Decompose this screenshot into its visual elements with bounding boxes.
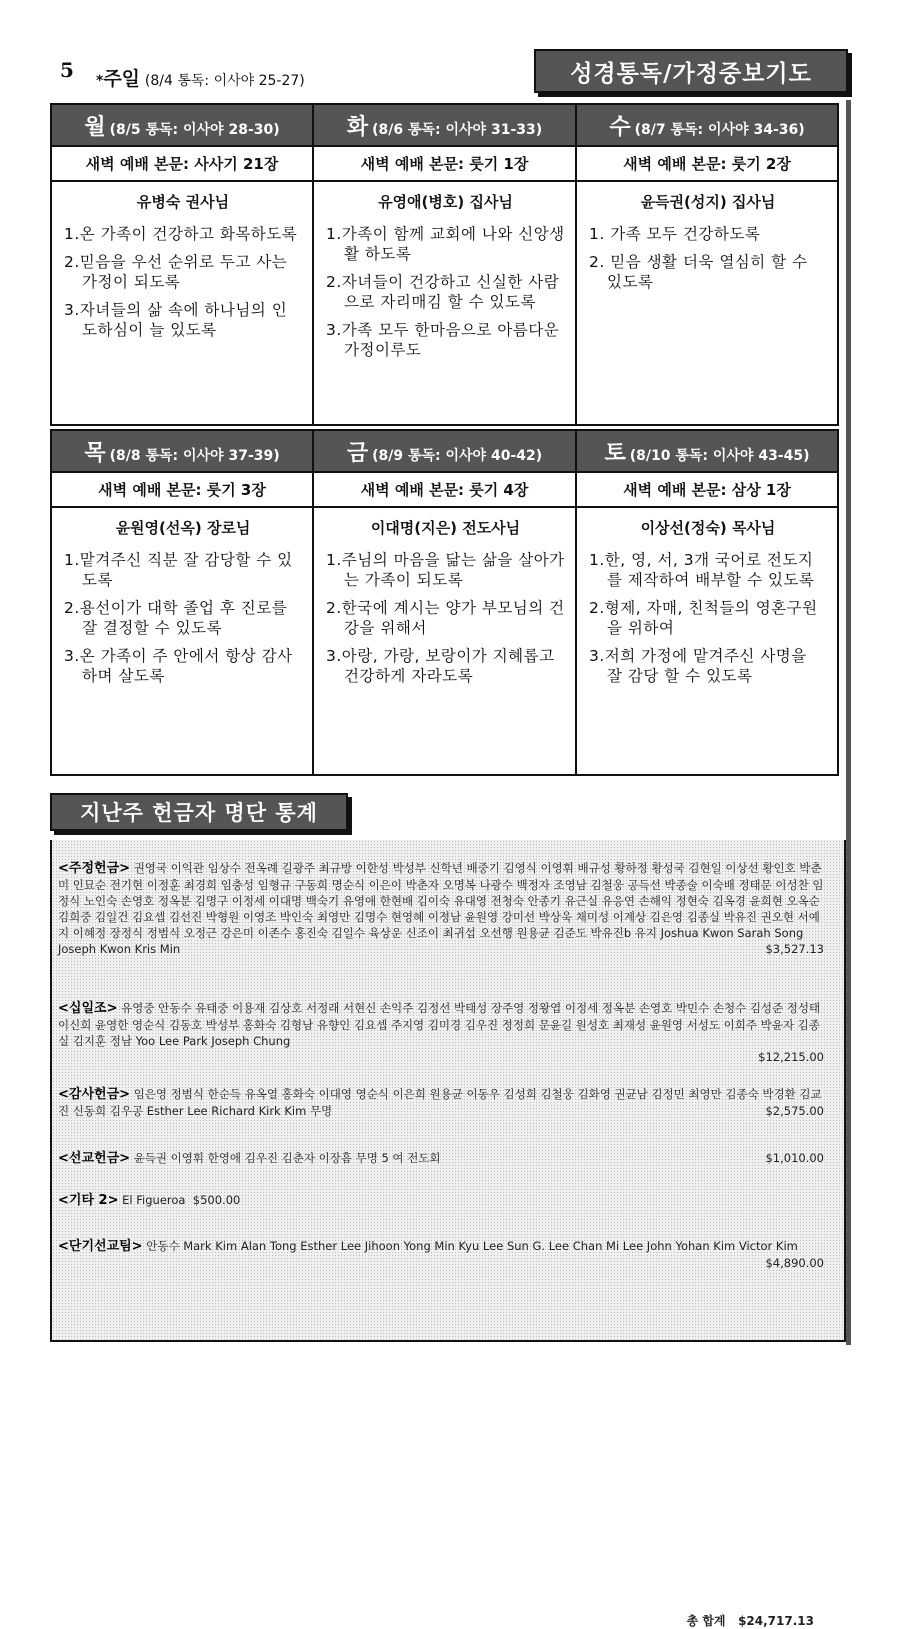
offering-amount: $12,215.00 [758,1050,824,1064]
offering-list [50,840,846,1628]
day-reading: (8/9 통독: 이사야 40-42) [372,447,543,464]
sunday-reading-text: (8/4 통독: 이사야 25-27) [144,73,305,89]
offering-amount: $500.00 [192,1193,241,1207]
prayer-cell-thu [51,507,313,775]
day-reading: (8/6 통독: 이사야 31-33) [372,121,543,138]
offering-names: 권영국 이익관 임상수 전옥례 길광주 최규방 이한성 박성부 신학년 배중기 김영식 이영휘 배규성 황하정 황성국 김현일 이상선 황인호 박춘미 인묘순 전기현 이정훈 최경희 임충성 임형규 구동희 명순식 이은이 박춘자 오명복 나광수 백정자 조영남 김철웅 공득선 박종술 이숙배 정태문 이성찬 임정식 노인숙 손영호 정옥분 김명구 이정세 이대명 백숙기 유영애 한현배 김이숙 유대영 전청숙 안종기 유근실 유응연 손해익 정현숙 김옥경 윤희현 오옥순 김희중 김일건 김요셉 김선진 박형원 이영조 박인숙 최영만 김명수 현영혜 이정남 윤원영 강미선 박상욱 채미성 이계상 김은영 김종실 박유진 권오현 서예지 이혜정 장정식 정범식 오정근 강은미 이존수 홍진숙 김일수 육상운 신조이 최귀섭 오선행 원용균 김준도 박유진b 유지 Joshua Kwon Sarah Song Joseph Kwon Kris Min [58,861,824,956]
page-number: 5 [60,58,74,82]
day-reading: (8/7 통독: 이사야 34-36) [634,121,805,138]
day-reading: (8/10 통독: 이사야 43-45) [629,447,810,464]
prayer-person: 이상선(정숙) 목사님 [640,519,776,537]
offering-names: 윤득권 이영휘 한영애 김우진 김춘자 이장흠 무명 5 여 전도회 [133,1151,441,1165]
prayer-item: 2.형제, 자매, 친척들의 영혼구원을 위하여 [589,599,818,637]
prayer-item: 3.자녀들의 삶 속에 하나님의 인도하심이 늘 있도록 [64,301,288,339]
day-header-sat [576,430,838,472]
offering-label: <십일조> [58,1001,118,1016]
offering-section-sunday [58,860,824,957]
day-header-tue [313,104,576,146]
day-header-fri [313,430,576,472]
prayer-person: 윤득권(성지) 집사님 [640,193,776,211]
verse-tue: 새벽 예배 본문: 룻기 1장 [313,146,576,181]
right-rule [846,100,851,1345]
prayer-item: 1.온 가족이 건강하고 화목하도록 [64,225,298,243]
prayer-item: 3.가족 모두 한마음으로 아름다운 가정이루도 [326,321,560,359]
offering-total [687,1613,814,1629]
offering-section-thanks [58,1086,824,1119]
day-name: 목 [84,440,106,466]
prayer-cell-fri [313,507,576,775]
day-header-mon [51,104,313,146]
day-header-wed [576,104,838,146]
offering-amount: $2,575.00 [765,1104,824,1118]
prayer-cell-tue [313,181,576,425]
prayer-item: 2.자녀들이 건강하고 신실한 사람으로 자리매김 할 수 있도록 [326,273,560,311]
prayer-person: 유병숙 권사님 [136,193,230,211]
prayer-cell-wed [576,181,838,425]
prayer-item: 2. 믿음 생활 더욱 열심히 할 수 있도록 [589,253,808,291]
verse-fri: 새벽 예배 본문: 룻기 4장 [313,472,576,507]
offering-label: <감사헌금> [58,1087,131,1102]
prayer-item: 2.용선이가 대학 졸업 후 진로를 잘 결정할 수 있도록 [64,599,288,637]
sunday-reading [96,64,305,91]
day-name: 수 [609,114,631,140]
offering-section-mission [58,1150,824,1167]
offering-label: <단기선교팀> [58,1239,143,1254]
prayer-item: 1.가족이 함께 교회에 나와 신앙생활 하도록 [326,225,565,263]
prayer-person: 이대명(지은) 전도사님 [370,519,521,537]
day-name: 토 [604,440,626,466]
sunday-bullet: * [96,73,104,89]
prayer-person: 유영애(병호) 집사님 [378,193,513,211]
offering-names: 안동수 Mark Kim Alan Tong Esther Lee Jihoon Yong Min Kyu Lee Sun G. Lee Chan Mi Lee John Yohan Kim Victor Kim [146,1239,798,1253]
prayer-person: 윤원영(선옥) 장로님 [115,519,251,537]
offering-label: <주정헌금> [58,861,131,876]
prayer-cell-sat [576,507,838,775]
offering-names: 임은영 정범식 한순득 유옥열 홍화숙 이대영 영순식 이은희 원용균 이동우 김성희 김철웅 김화영 권균남 김정민 최영만 김종숙 박경환 김교진 신동희 김우공 Esther Lee Richard Kirk Kim 무명 [58,1087,822,1118]
prayer-item: 2.믿음을 우선 순위로 두고 사는 가정이 되도록 [64,253,288,291]
day-reading: (8/8 통독: 이사야 37-39) [109,447,280,464]
offering-amount: $3,527.13 [765,942,824,956]
prayer-item: 1.맡겨주신 직분 잘 감당할 수 있도록 [64,551,293,589]
offering-amount: $1,010.00 [765,1151,824,1165]
day-reading: (8/5 통독: 이사야 28-30) [109,121,280,138]
verse-thu: 새벽 예배 본문: 룻기 3장 [51,472,313,507]
offering-section-tithe [58,1000,824,1065]
sunday-label: 주일 [103,68,141,90]
day-name: 월 [84,114,106,140]
day-name: 금 [346,440,369,466]
prayer-grid-bottom [50,429,839,776]
offering-section-short-mission [58,1238,824,1271]
prayer-item: 3.아랑, 가랑, 보랑이가 지혜롭고 건강하게 자라도록 [326,647,555,685]
section-title: 성경통독/가정중보기도 [534,49,848,93]
verse-mon: 새벽 예배 본문: 사사기 21장 [51,146,313,181]
prayer-item: 1.주님의 마음을 닮는 삶을 살아가는 가족이 되도록 [326,551,565,589]
total-label: 총 합계 [686,1614,726,1628]
day-header-thu [51,430,313,472]
offering-names: El Figueroa [122,1193,186,1207]
offering-label: <선교헌금> [58,1151,131,1166]
day-name: 화 [346,114,369,140]
prayer-item: 2.한국에 계시는 양가 부모님의 건강을 위해서 [326,599,565,637]
verse-sat: 새벽 예배 본문: 삼상 1장 [576,472,838,507]
prayer-cell-mon [51,181,313,425]
offering-amount: $4,890.00 [765,1256,824,1270]
offering-section-other [58,1192,824,1209]
offering-names: 유영중 안동수 유태중 이용재 김상호 서정래 서현신 손익주 김정선 박태성 장주영 정왕엽 이정세 정옥분 손영호 박민수 손청수 김성준 정성태 이신희 윤영한 영순식 김동호 박성부 홍화숙 김형남 유향인 김요셉 주지영 김미경 김우진 정정희 문윤길 원성호 최재성 윤원영 서성도 이희주 박윤자 김종실 김지훈 정남 Yoo Lee Park Joseph Chung [58,1001,821,1048]
prayer-item: 3.온 가족이 주 안에서 항상 감사하며 살도록 [64,647,293,685]
prayer-grid-top [50,103,839,426]
prayer-item: 1.한, 영, 서, 3개 국어로 전도지를 제작하여 배부할 수 있도록 [589,551,815,589]
total-amount: $24,717.13 [738,1614,814,1628]
verse-wed: 새벽 예배 본문: 룻기 2장 [576,146,838,181]
prayer-item: 3.저희 가정에 맡겨주신 사명을 잘 감당 할 수 있도록 [589,647,807,685]
offering-label: <기타 2> [58,1193,119,1208]
offering-title: 지난주 헌금자 명단 통계 [50,793,348,831]
prayer-item: 1. 가족 모두 건강하도록 [589,225,761,243]
